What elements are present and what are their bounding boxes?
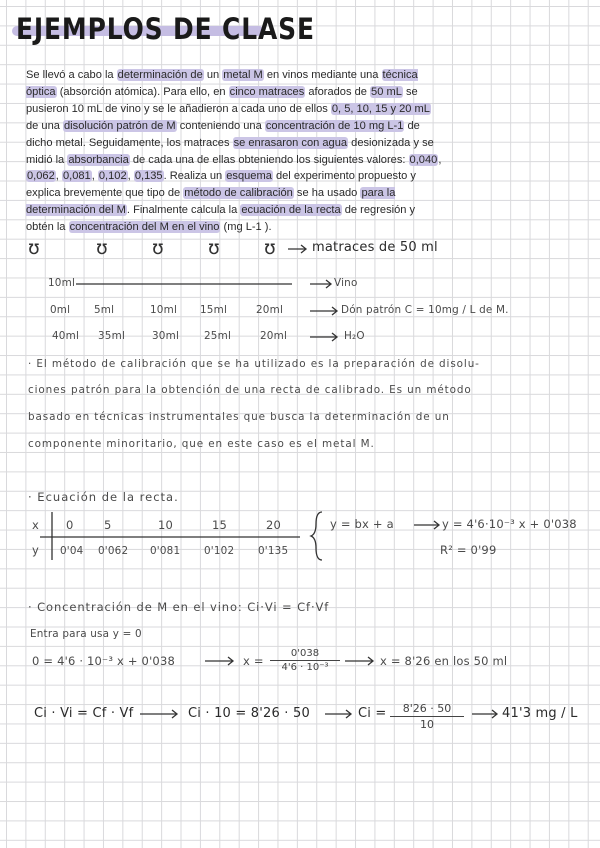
eq1-numerator: 0'038 [290, 648, 320, 659]
x-value: 0 [66, 518, 74, 532]
paragraph-text: . Realiza un [163, 170, 226, 183]
highlighted-phrase: 0,040 [409, 153, 438, 166]
paragraph-text: aforados de [305, 85, 371, 98]
y-value: 0'062 [98, 545, 129, 557]
highlighted-phrase: 0,102 [98, 170, 127, 183]
paragraph-text: en vinos mediante una [263, 69, 382, 81]
highlighted-phrase: concentración del M en el vino [69, 221, 220, 234]
paragraph-text: , [438, 153, 442, 166]
explanation-line: ciones patrón para la obtención de una recta de calibrado. Es un método [28, 384, 472, 396]
y-value: 0'102 [204, 545, 235, 557]
flask-icon: ʊ [264, 237, 276, 259]
flask-icon: ʊ [96, 237, 108, 259]
x-value: 15 [212, 518, 228, 532]
r-squared: R² = 0'99 [440, 543, 497, 557]
page-title: EJEMPLOS DE CLASE [16, 12, 315, 46]
highlighted-phrase: 0,135 [134, 170, 163, 183]
patron-label: Dón patrón C = 10mg / L de M. [341, 304, 509, 316]
paragraph-text: de una [26, 119, 64, 132]
paragraph-text: , [55, 170, 62, 183]
agua-label: H₂O [344, 330, 365, 342]
flask-icon: ʊ [208, 237, 220, 259]
y-value: 0'04 [60, 545, 84, 557]
highlighted-phrase: para la determinación del M [26, 187, 396, 217]
eq1-denominator: 4'6 · 10⁻³ [281, 662, 329, 673]
paragraph-text: (absorción atómica). Para ello, en [56, 85, 229, 98]
general-equation: y = bx + a [330, 517, 394, 531]
paragraph-text: del experimento propuesto y explica brevemente que tipo de [26, 170, 416, 200]
x-value: 20 [266, 518, 282, 532]
agua-amount: 40ml [52, 330, 80, 342]
paragraph-text: de dicho metal. Seguidamente, los matraces [26, 119, 420, 149]
agua-amount: 25ml [204, 330, 232, 342]
paragraph-text: desionizada y se midió la [26, 136, 434, 166]
eq1-fraction [270, 648, 340, 673]
agua-amount: 35ml [98, 330, 126, 342]
y-axis-label: y [32, 543, 40, 557]
flask-icon: ʊ [28, 237, 40, 259]
highlighted-phrase: 50 mL [371, 85, 402, 98]
y-value: 0'135 [258, 545, 289, 557]
highlighted-phrase: 0, 5, 10, 15 y 20 mL [331, 102, 430, 115]
paragraph-text: de regresión y obtén la [26, 204, 416, 234]
paragraph-text: se ha usado [293, 187, 361, 200]
agua-amount: 20ml [260, 330, 288, 342]
paragraph-text: (mg L-1 ). [220, 221, 272, 234]
regression-heading: · Ecuación de la recta. [28, 490, 179, 504]
patron-amount: 15ml [200, 304, 228, 316]
explanation-line: · El método de calibración que se ha utilizado es la preparación de disolu- [28, 358, 480, 370]
highlighted-phrase: 0,062 [27, 170, 55, 183]
highlighted-phrase: se enrasaron con agua [233, 136, 348, 149]
highlighted-phrase: ecuación de la recta [241, 204, 341, 217]
highlighted-phrase: absorbancia [68, 153, 129, 166]
eq1-x: x = [243, 654, 264, 668]
paragraph-text: se pusieron 10 mL de vino y se le añadieron a cada uno de ellos [26, 85, 418, 115]
highlighted-phrase: cinco matraces [229, 85, 305, 98]
eq1-result: x = 8'26 en los 50 ml [380, 654, 508, 668]
patron-amount: 20ml [256, 304, 284, 316]
explanation-line: componente minoritario, que en este caso es el metal M. [28, 438, 375, 450]
paragraph-text: un [203, 69, 223, 81]
eq2-dilution: Ci · Vi = Cf · Vf [34, 706, 134, 721]
intercept-note: Entra para usa y = 0 [30, 628, 142, 640]
agua-amount: 30ml [152, 330, 180, 342]
paragraph-text: , [127, 170, 134, 183]
highlighted-phrase: disolución patrón de M [64, 119, 176, 132]
patron-amount: 5ml [94, 304, 115, 316]
patron-amount: 10ml [150, 304, 178, 316]
concentration-heading: · Concentración de M en el vino: Ci·Vi = Cf·Vf [28, 600, 330, 614]
x-value: 5 [104, 518, 112, 532]
x-value: 10 [158, 518, 174, 532]
eq1-lhs: 0 = 4'6 · 10⁻³ x + 0'038 [32, 654, 175, 668]
eq2-substituted: Ci · 10 = 8'26 · 50 [188, 706, 310, 721]
highlighted-phrase: metal M [223, 69, 263, 81]
final-concentration: 41'3 mg / L [502, 706, 578, 721]
highlighted-phrase: esquema [226, 170, 272, 183]
highlighted-phrase: 0,081 [62, 170, 91, 183]
eq2-denominator: 10 [420, 718, 434, 731]
matraces-label: matraces de 50 ml [312, 240, 438, 255]
explanation-line: basado en técnicas instrumentales que busca la determinación de un [28, 411, 450, 423]
patron-amount: 0ml [50, 304, 71, 316]
vino-amount: 10ml [48, 277, 76, 289]
x-axis-label: x [32, 518, 40, 532]
paragraph-text: Se llevó a cabo la [26, 69, 117, 81]
flask-icon: ʊ [152, 237, 164, 259]
highlighted-phrase: determinación de [117, 69, 203, 81]
eq2-fraction [390, 702, 464, 731]
highlighted-phrase: técnica óptica [26, 69, 418, 98]
paragraph-text: de cada una de ellas obteniendo los siguientes valores: [129, 153, 409, 166]
highlighted-phrase: método de calibración [184, 187, 293, 200]
eq2-ci: Ci = [358, 706, 387, 721]
paragraph-text: , [91, 170, 98, 183]
paragraph-text: conteniendo una [176, 119, 265, 132]
eq2-numerator: 8'26 · 50 [402, 702, 452, 715]
highlighted-phrase: concentración de 10 mg L-1 [265, 119, 404, 132]
y-value: 0'081 [150, 545, 181, 557]
regression-equation: y = 4'6·10⁻³ x + 0'038 [442, 517, 577, 531]
paragraph-text: . Finalmente calcula la [126, 204, 241, 217]
vino-label: Vino [334, 277, 358, 289]
